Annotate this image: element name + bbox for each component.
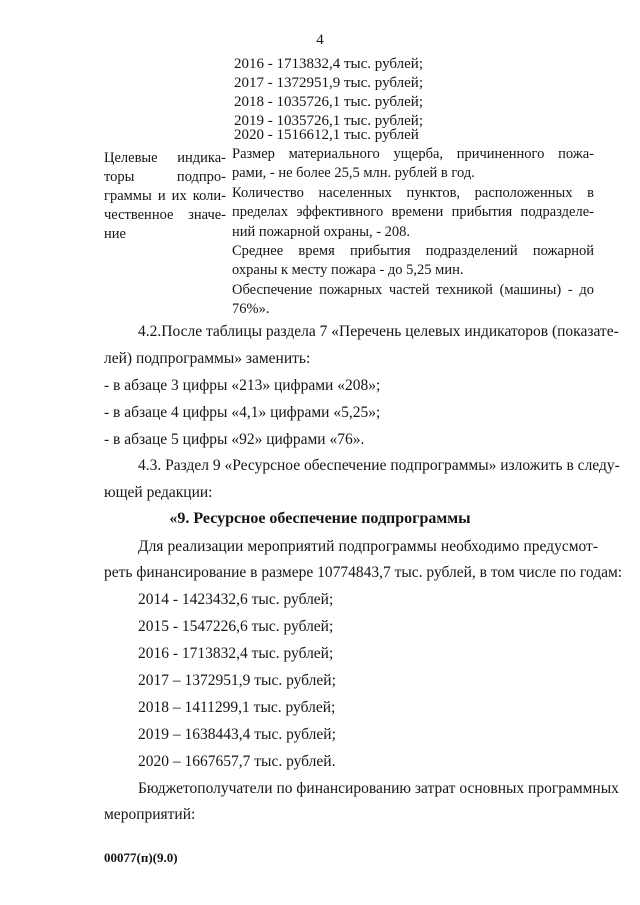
year-financing: 2019 – 1638443,4 тыс. рублей; [138, 726, 336, 743]
label-line: Целевые индика- [104, 150, 226, 166]
year-financing: 2020 – 1667657,7 тыс. рублей. [138, 753, 336, 770]
label-line: чественное значе- [104, 207, 226, 223]
indicator-line: ний пожарной охраны, - 208. [232, 223, 411, 240]
financing-line: 2016 - 1713832,4 тыс. рублей; [234, 56, 423, 72]
indicator-item [232, 281, 594, 320]
indicator-line: Обеспечение пожарных частей техникой (машины) - до [232, 281, 594, 298]
financing-line: 2017 - 1372951,9 тыс. рублей; [234, 75, 423, 91]
indicator-item [232, 145, 594, 184]
year-financing: 2015 - 1547226,6 тыс. рублей; [138, 618, 334, 635]
financing-line: 2018 - 1035726,1 тыс. рублей; [234, 94, 423, 110]
label-line: торы подпро- [104, 169, 226, 185]
paragraph-line: мероприятий: [104, 806, 196, 823]
indicator-line: рами, - не более 25,5 млн. рублей в год. [232, 165, 475, 182]
paragraph-line: ющей редакции: [104, 484, 213, 501]
indicator-line: Среднее время прибытия подразделений пожарной [232, 243, 594, 260]
replacement-item: - в абзаце 3 цифры «213» цифрами «208»; [104, 377, 381, 394]
paragraph-line: 4.2.После таблицы раздела 7 «Перечень целевых индикаторов (показате- [138, 323, 619, 340]
label-line: граммы и их коли- [104, 188, 226, 204]
paragraph-line: Для реализации мероприятий подпрограммы необходимо предусмот- [138, 538, 598, 555]
paragraph-line: Бюджетополучатели по финансированию затрат основных программных [138, 780, 619, 797]
replacement-item: - в абзаце 4 цифры «4,1» цифрами «5,25»; [104, 404, 381, 421]
indicators-values [232, 145, 594, 320]
document-code: 00077(п)(9.0) [104, 850, 178, 865]
paragraph-line: реть финансирование в размере 10774843,7 тыс. рублей, в том числе по годам: [104, 564, 623, 581]
section-heading: «9. Ресурсное обеспечение подпрограммы [169, 510, 471, 527]
indicator-item [232, 242, 594, 281]
label-line: ние [104, 226, 126, 242]
page-number: 4 [316, 32, 324, 48]
year-financing: 2017 – 1372951,9 тыс. рублей; [138, 672, 336, 689]
indicator-line: 76%». [232, 301, 270, 318]
financing-line: 2019 - 1035726,1 тыс. рублей; [234, 113, 423, 129]
indicator-line: охраны к месту пожара - до 5,25 мин. [232, 262, 464, 279]
year-financing: 2018 – 1411299,1 тыс. рублей; [138, 699, 336, 716]
indicator-line: пределах эффективного времени прибытия подразделе- [232, 204, 594, 221]
indicator-line: Размер материального ущерба, причиненного пожа- [232, 146, 594, 162]
year-financing: 2016 - 1713832,4 тыс. рублей; [138, 645, 334, 662]
replacement-item: - в абзаце 5 цифры «92» цифрами «76». [104, 431, 365, 448]
indicator-item [232, 184, 594, 242]
year-financing: 2014 - 1423432,6 тыс. рублей; [138, 591, 334, 608]
indicator-line: Количество населенных пунктов, расположенных в [232, 184, 594, 201]
paragraph-line: лей) подпрограммы» заменить: [104, 350, 311, 367]
indicators-label [104, 149, 226, 244]
financing-line: 2020 - 1516612,1 тыс. рублей [234, 127, 419, 143]
paragraph-line: 4.3. Раздел 9 «Ресурсное обеспечение подпрограммы» изложить в следу- [138, 457, 620, 474]
